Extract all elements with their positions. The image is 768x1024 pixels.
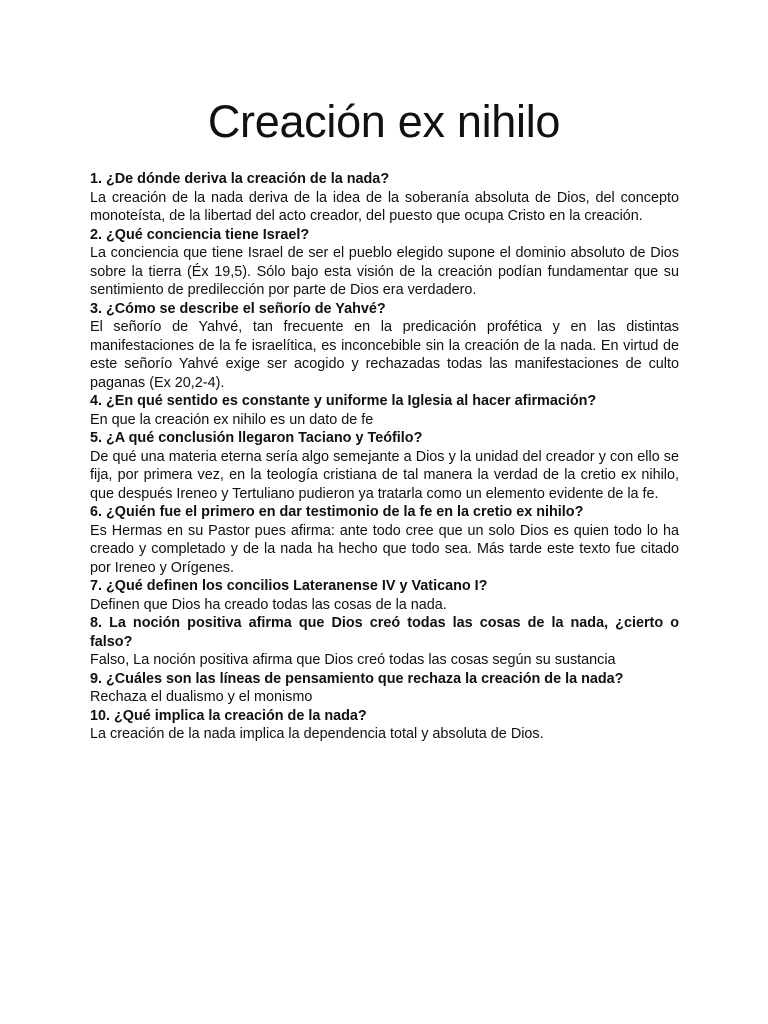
question-9: 9. ¿Cuáles son las líneas de pensamiento que rechaza la creación de la nada? <box>90 670 624 687</box>
qa-item-4 <box>90 392 679 429</box>
qa-item-1 <box>90 170 679 226</box>
qa-item-5 <box>90 429 679 503</box>
question-2: 2. ¿Qué conciencia tiene Israel? <box>90 226 310 243</box>
qa-item-9 <box>90 670 679 707</box>
question-3: 3. ¿Cómo se describe el señorío de Yahvé? <box>90 300 386 317</box>
question-8: 8. La noción positiva afirma que Dios creó todas las cosas de la nada, ¿cierto o falso? <box>90 615 679 650</box>
answer-5: De qué una materia eterna sería algo semejante a Dios y la unidad del creador y con ello se fija, por primera vez, en la teología cristiana de tal manera la verdad de la cretio ex nihilo, que después Ireneo y Tertuliano pudieron ya tratarla como un elemento evidente de la fe. <box>90 448 679 502</box>
qa-item-10 <box>90 707 679 744</box>
qa-item-7 <box>90 577 679 614</box>
answer-4: En que la creación ex nihilo es un dato de fe <box>90 411 374 428</box>
answer-10: La creación de la nada implica la dependencia total y absoluta de Dios. <box>90 726 544 742</box>
qa-list <box>90 170 679 744</box>
question-6: 6. ¿Quién fue el primero en dar testimonio de la fe en la cretio ex nihilo? <box>90 504 584 520</box>
answer-7: Definen que Dios ha creado todas las cosas de la nada. <box>90 596 447 613</box>
qa-item-6 <box>90 503 679 577</box>
question-5: 5. ¿A qué conclusión llegaron Taciano y Teófilo? <box>90 430 423 446</box>
answer-2: La conciencia que tiene Israel de ser el pueblo elegido supone el dominio absoluto de Dios sobre la tierra (Éx 19,5). Sólo bajo esta visión de la creación podían fundamentar que su sentimiento de predilección por parte de Dios era verdadero. <box>90 245 679 298</box>
answer-6: Es Hermas en su Pastor pues afirma: ante todo cree que un solo Dios es quien todo lo ha creado y completado y de la nada ha hecho que todo sea. Más tarde este texto fue citado por Ireneo y Orígenes. <box>90 522 679 576</box>
answer-9: Rechaza el dualismo y el monismo <box>90 689 313 705</box>
question-7: 7. ¿Qué definen los concilios Lateranense IV y Vaticano I? <box>90 578 488 594</box>
answer-3: El señorío de Yahvé, tan frecuente en la predicación profética y en las distintas manifestaciones de la fe israelítica, es inconcebible sin la creación de la nada. En virtud de este señorío Yahvé exige ser acogido y rechazadas todas las manifestaciones de culto paganas (Ex 20,2-4). <box>90 319 679 391</box>
question-1: 1. ¿De dónde deriva la creación de la nada? <box>90 171 390 187</box>
question-10: 10. ¿Qué implica la creación de la nada? <box>90 707 367 724</box>
answer-1: La creación de la nada deriva de la idea de la soberanía absoluta de Dios, del concepto monoteísta, de la libertad del acto creador, del puesto que ocupa Cristo en la creación. <box>90 189 679 224</box>
qa-item-2 <box>90 226 679 300</box>
qa-item-8 <box>90 614 679 670</box>
question-4: 4. ¿En qué sentido es constante y uniforme la Iglesia al hacer afirmación? <box>90 393 597 409</box>
answer-8: Falso, La noción positiva afirma que Dios creó todas las cosas según su sustancia <box>90 652 616 668</box>
qa-item-3 <box>90 300 679 393</box>
document-title: Creación ex nihilo <box>207 96 561 147</box>
